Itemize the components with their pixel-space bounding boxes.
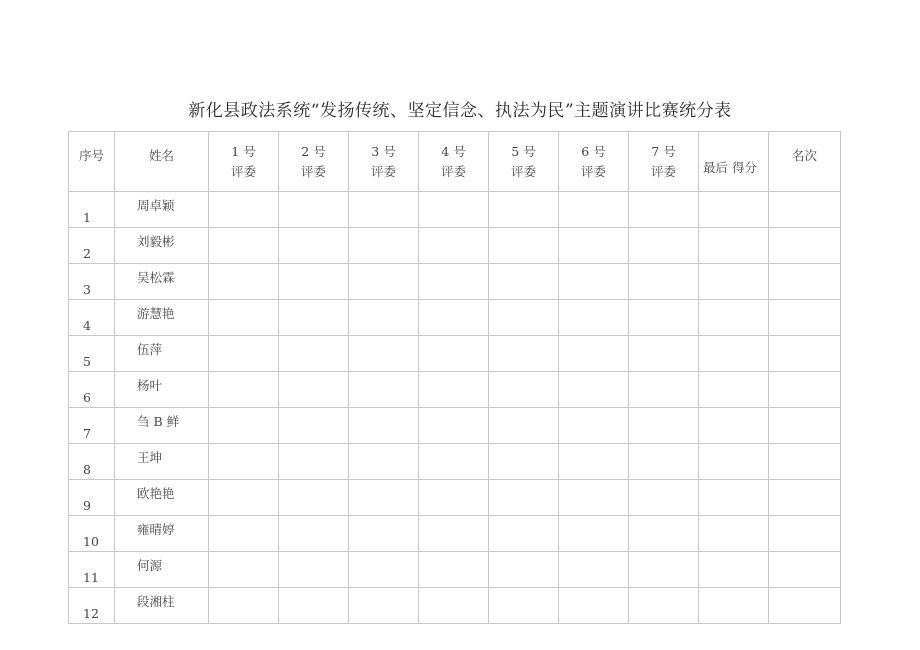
judge-score-cell[interactable] <box>559 300 629 336</box>
rank-cell[interactable] <box>769 336 841 372</box>
row-name: 吴松霖 <box>115 264 209 300</box>
judge-label: 评委 <box>650 163 676 179</box>
header-judge-7 <box>629 132 699 192</box>
row-seq: 6 <box>69 372 115 408</box>
header-seq: 序号 <box>69 132 115 192</box>
row-seq: 5 <box>69 336 115 372</box>
judge-score-cell[interactable] <box>559 228 629 264</box>
table-row <box>69 408 841 444</box>
header-judge-5 <box>489 132 559 192</box>
judge-score-cell[interactable] <box>489 588 559 624</box>
judge-number: 5 号 <box>511 143 536 159</box>
judge-score-cell[interactable] <box>419 480 489 516</box>
judge-number: 3 号 <box>371 143 396 159</box>
final-score-cell[interactable] <box>699 516 769 552</box>
table-row <box>69 264 841 300</box>
judge-score-cell[interactable] <box>279 372 349 408</box>
judge-score-cell[interactable] <box>629 588 699 624</box>
judge-score-cell[interactable] <box>489 264 559 300</box>
judge-score-cell[interactable] <box>559 264 629 300</box>
judge-number: 4 号 <box>441 143 466 159</box>
judge-score-cell[interactable] <box>489 444 559 480</box>
table-row <box>69 552 841 588</box>
judge-score-cell[interactable] <box>209 372 279 408</box>
table-row <box>69 588 841 624</box>
final-score-cell[interactable] <box>699 264 769 300</box>
judge-score-cell[interactable] <box>279 516 349 552</box>
judge-score-cell[interactable] <box>419 552 489 588</box>
judge-score-cell[interactable] <box>559 336 629 372</box>
judge-score-cell[interactable] <box>489 480 559 516</box>
judge-label: 评委 <box>230 163 256 179</box>
judge-score-cell[interactable] <box>349 516 419 552</box>
row-name: 伍萍 <box>115 336 209 372</box>
judge-score-cell[interactable] <box>629 264 699 300</box>
header-row <box>69 132 841 192</box>
table-row <box>69 516 841 552</box>
judge-score-cell[interactable] <box>209 336 279 372</box>
judge-score-cell[interactable] <box>419 588 489 624</box>
judge-number: 6 号 <box>581 143 606 159</box>
row-seq: 2 <box>69 228 115 264</box>
judge-score-cell[interactable] <box>349 228 419 264</box>
table-row <box>69 228 841 264</box>
row-seq: 8 <box>69 444 115 480</box>
judge-score-cell[interactable] <box>489 408 559 444</box>
judge-label: 评委 <box>440 163 466 179</box>
row-seq: 9 <box>69 480 115 516</box>
judge-score-cell[interactable] <box>279 444 349 480</box>
judge-score-cell[interactable] <box>629 336 699 372</box>
judge-score-cell[interactable] <box>419 516 489 552</box>
judge-score-cell[interactable] <box>559 480 629 516</box>
judge-number: 2 号 <box>301 143 326 159</box>
row-seq: 7 <box>69 408 115 444</box>
judge-label: 评委 <box>510 163 536 179</box>
judge-score-cell[interactable] <box>419 228 489 264</box>
rank-cell[interactable] <box>769 264 841 300</box>
rank-cell[interactable] <box>769 300 841 336</box>
row-name: 刘毅彬 <box>115 228 209 264</box>
judge-score-cell[interactable] <box>559 408 629 444</box>
score-table-body <box>69 192 841 624</box>
judge-score-cell[interactable] <box>279 228 349 264</box>
final-score-cell[interactable] <box>699 480 769 516</box>
judge-score-cell[interactable] <box>629 300 699 336</box>
row-seq: 4 <box>69 300 115 336</box>
judge-score-cell[interactable] <box>419 300 489 336</box>
judge-number: 7 号 <box>651 143 676 159</box>
judge-score-cell[interactable] <box>559 444 629 480</box>
judge-label: 评委 <box>370 163 396 179</box>
judge-score-cell[interactable] <box>209 300 279 336</box>
header-judge-2 <box>279 132 349 192</box>
judge-score-cell[interactable] <box>279 588 349 624</box>
judge-score-cell[interactable] <box>419 372 489 408</box>
judge-score-cell[interactable] <box>419 192 489 228</box>
rank-cell[interactable] <box>769 480 841 516</box>
row-seq: 3 <box>69 264 115 300</box>
judge-score-cell[interactable] <box>279 264 349 300</box>
row-seq: 1 <box>69 192 115 228</box>
rank-cell[interactable] <box>769 192 841 228</box>
judge-score-cell[interactable] <box>209 264 279 300</box>
judge-score-cell[interactable] <box>489 336 559 372</box>
row-name: 雍晴婷 <box>115 516 209 552</box>
judge-score-cell[interactable] <box>629 192 699 228</box>
judge-score-cell[interactable] <box>209 516 279 552</box>
judge-score-cell[interactable] <box>489 228 559 264</box>
judge-score-cell[interactable] <box>629 372 699 408</box>
judge-label: 评委 <box>580 163 606 179</box>
score-table <box>68 131 841 624</box>
final-score-cell[interactable] <box>699 552 769 588</box>
row-seq: 11 <box>69 552 115 588</box>
judge-score-cell[interactable] <box>349 588 419 624</box>
judge-score-cell[interactable] <box>419 264 489 300</box>
header-judge-3 <box>349 132 419 192</box>
judge-score-cell[interactable] <box>419 444 489 480</box>
header-rank: 名次 <box>769 132 841 192</box>
final-score-cell[interactable] <box>699 228 769 264</box>
judge-score-cell[interactable] <box>629 480 699 516</box>
final-score-cell[interactable] <box>699 300 769 336</box>
judge-score-cell[interactable] <box>629 444 699 480</box>
table-row <box>69 300 841 336</box>
header-judge-6 <box>559 132 629 192</box>
row-name: 刍 B 鲜 <box>115 408 209 444</box>
judge-score-cell[interactable] <box>489 516 559 552</box>
judge-score-cell[interactable] <box>279 192 349 228</box>
judge-score-cell[interactable] <box>349 192 419 228</box>
page-title: 新化县政法系统“发扬传统、坚定信念、执法为民”主题演讲比赛统分表 <box>188 101 732 121</box>
rank-cell[interactable] <box>769 444 841 480</box>
judge-score-cell[interactable] <box>209 192 279 228</box>
row-name: 王坤 <box>115 444 209 480</box>
final-score-cell[interactable] <box>699 588 769 624</box>
judge-score-cell[interactable] <box>209 588 279 624</box>
header-judge-4 <box>419 132 489 192</box>
table-row <box>69 480 841 516</box>
row-seq: 12 <box>69 588 115 624</box>
rank-cell[interactable] <box>769 588 841 624</box>
rank-cell[interactable] <box>769 408 841 444</box>
table-row <box>69 372 841 408</box>
header-name: 姓名 <box>115 132 209 192</box>
judge-score-cell[interactable] <box>279 552 349 588</box>
rank-cell[interactable] <box>769 552 841 588</box>
judge-score-cell[interactable] <box>629 228 699 264</box>
judge-score-cell[interactable] <box>349 372 419 408</box>
judge-score-cell[interactable] <box>489 552 559 588</box>
rank-cell[interactable] <box>769 372 841 408</box>
judge-score-cell[interactable] <box>279 300 349 336</box>
final-score-cell[interactable] <box>699 336 769 372</box>
judge-score-cell[interactable] <box>629 408 699 444</box>
judge-score-cell[interactable] <box>279 480 349 516</box>
rank-cell[interactable] <box>769 516 841 552</box>
row-name: 杨叶 <box>115 372 209 408</box>
row-name: 何源 <box>115 552 209 588</box>
final-score-cell[interactable] <box>699 408 769 444</box>
table-row <box>69 336 841 372</box>
row-name: 段湘柱 <box>115 588 209 624</box>
header-judge-1 <box>209 132 279 192</box>
final-score-cell[interactable] <box>699 372 769 408</box>
judge-score-cell[interactable] <box>559 516 629 552</box>
judge-score-cell[interactable] <box>489 192 559 228</box>
judge-score-cell[interactable] <box>209 444 279 480</box>
judge-score-cell[interactable] <box>209 480 279 516</box>
rank-cell[interactable] <box>769 228 841 264</box>
table-row <box>69 192 841 228</box>
judge-score-cell[interactable] <box>209 408 279 444</box>
table-row <box>69 444 841 480</box>
judge-score-cell[interactable] <box>629 516 699 552</box>
judge-score-cell[interactable] <box>279 408 349 444</box>
judge-score-cell[interactable] <box>629 552 699 588</box>
judge-score-cell[interactable] <box>279 336 349 372</box>
judge-score-cell[interactable] <box>349 444 419 480</box>
judge-label: 评委 <box>300 163 326 179</box>
final-score-cell[interactable] <box>699 192 769 228</box>
judge-score-cell[interactable] <box>559 372 629 408</box>
judge-score-cell[interactable] <box>349 336 419 372</box>
final-score-cell[interactable] <box>699 444 769 480</box>
judge-score-cell[interactable] <box>349 264 419 300</box>
judge-score-cell[interactable] <box>419 336 489 372</box>
header-final-score: 最后 得分 <box>699 132 769 192</box>
judge-score-cell[interactable] <box>559 192 629 228</box>
judge-score-cell[interactable] <box>349 300 419 336</box>
row-name: 游慧艳 <box>115 300 209 336</box>
judge-score-cell[interactable] <box>349 552 419 588</box>
judge-score-cell[interactable] <box>419 408 489 444</box>
row-name: 周卓颖 <box>115 192 209 228</box>
judge-score-cell[interactable] <box>209 552 279 588</box>
judge-number: 1 号 <box>231 143 256 159</box>
judge-score-cell[interactable] <box>559 588 629 624</box>
judge-score-cell[interactable] <box>489 300 559 336</box>
judge-score-cell[interactable] <box>349 480 419 516</box>
judge-score-cell[interactable] <box>489 372 559 408</box>
row-seq: 10 <box>69 516 115 552</box>
judge-score-cell[interactable] <box>559 552 629 588</box>
judge-score-cell[interactable] <box>209 228 279 264</box>
row-name: 欧艳艳 <box>115 480 209 516</box>
judge-score-cell[interactable] <box>349 408 419 444</box>
